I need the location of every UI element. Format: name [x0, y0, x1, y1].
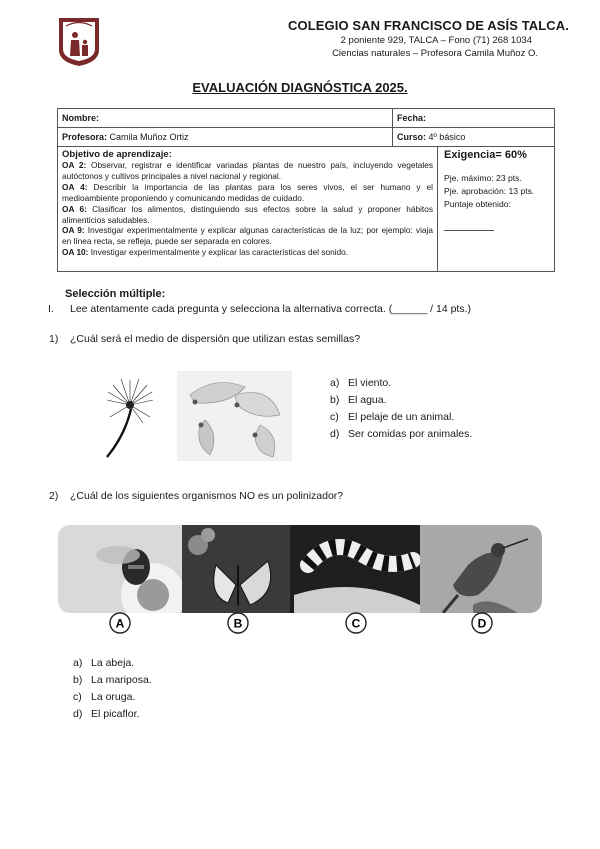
instruction-number: I.	[48, 303, 54, 315]
objective-item	[62, 247, 433, 258]
curso-cell	[393, 128, 555, 147]
pje-aprobacion: Pje. aprobación: 13 pts.	[444, 186, 535, 196]
hummingbird-image	[420, 525, 542, 613]
question-1-text: ¿Cuál será el medio de dispersión que utilizan estas semillas?	[70, 333, 361, 345]
school-name: COLEGIO SAN FRANCISCO DE ASÍS TALCA.	[288, 18, 569, 33]
pollinator-image-strip	[58, 525, 542, 635]
label-c[interactable]	[346, 613, 366, 633]
puntaje-obtenido-line[interactable]	[444, 230, 494, 231]
svg-text:C: C	[351, 616, 361, 631]
option-b[interactable]: b) El agua.	[330, 394, 387, 406]
objective-code: OA 4:	[62, 181, 88, 192]
option-c[interactable]: c) La oruga.	[73, 691, 136, 703]
objective-item	[62, 204, 433, 226]
student-info-table	[57, 108, 555, 147]
option-c[interactable]: c) El pelaje de un animal.	[330, 411, 455, 423]
objective-text: Investigar experimentalmente y explicar las características del sonido.	[90, 247, 349, 258]
label-d[interactable]	[472, 613, 492, 633]
svg-text:A: A	[115, 616, 125, 631]
nombre-cell[interactable]	[58, 109, 393, 128]
svg-text:B: B	[233, 616, 243, 631]
winged-seed-image	[177, 371, 292, 461]
objective-item	[62, 225, 433, 247]
curso-label: Curso:	[397, 132, 426, 142]
objective-text: Clasificar los alimentos, distinguiendo sus efectos sobre la salud y proponer hábitos alimenticios saludables.	[62, 203, 433, 225]
fecha-label: Fecha:	[397, 113, 427, 123]
curso-value: 4º básico	[428, 132, 466, 142]
question-1-options	[330, 375, 472, 443]
question-2-text: ¿Cuál de los siguientes organismos NO es un polinizador?	[70, 490, 344, 502]
objective-item	[62, 160, 433, 182]
option-b[interactable]: b) La mariposa.	[73, 674, 152, 686]
objectives-list	[58, 147, 438, 271]
butterfly-image	[182, 525, 290, 613]
question-1-number: 1)	[49, 333, 59, 345]
option-d[interactable]: d) Ser comidas por animales.	[330, 428, 473, 440]
objective-code: OA 2:	[62, 160, 87, 170]
objective-text: Describir la importancia de las plantas para los seres vivos, el ser humano y el medioambiente proponiendo y comunicando medidas de cuidado.	[62, 181, 434, 203]
objective-code: OA 10:	[62, 247, 89, 258]
profesora-label: Profesora:	[62, 132, 108, 142]
school-crest-icon	[57, 16, 101, 68]
objective-code: OA 9:	[62, 225, 85, 236]
instruction-text: Lee atentamente cada pregunta y selecciona la alternativa correcta. (______ / 14 pts.)	[70, 303, 471, 315]
option-d[interactable]: d) El picaflor.	[73, 708, 140, 720]
label-a[interactable]	[110, 613, 130, 633]
question-2-number: 2)	[49, 490, 59, 502]
profesora-cell	[58, 128, 393, 147]
objectives-heading: Objetivo de aprendizaje:	[62, 149, 172, 160]
puntaje-obtenido-label: Puntaje obtenido:	[444, 199, 511, 209]
question-2-options	[73, 655, 152, 723]
question-1-images	[95, 365, 295, 465]
document-title: EVALUACIÓN DIAGNÓSTICA 2025.	[192, 80, 408, 95]
option-a[interactable]: a) El viento.	[330, 377, 392, 389]
dandelion-seed-image	[107, 379, 153, 457]
fecha-cell[interactable]	[393, 109, 555, 128]
objective-item	[62, 182, 433, 204]
bee-image	[58, 525, 185, 627]
profesora-value: Camila Muñoz Ortiz	[109, 132, 189, 142]
label-b[interactable]	[228, 613, 248, 633]
objective-text: Observar, registrar e identificar variadas plantas de nuestro país, incluyendo vegetales autóctonos y cultivos principales a nivel nacional y regional.	[62, 160, 433, 181]
exigencia-label: Exigencia= 60%	[444, 149, 527, 161]
nombre-label: Nombre:	[62, 113, 100, 123]
option-a[interactable]: a) La abeja.	[73, 657, 135, 669]
school-subject-line: Ciencias naturales – Profesora Camila Muñoz O.	[332, 48, 538, 59]
svg-text:D: D	[477, 616, 487, 631]
pje-maximo: Pje. máximo: 23 pts.	[444, 173, 522, 183]
caterpillar-image	[290, 525, 420, 613]
objective-code: OA 6:	[62, 203, 87, 214]
school-address: 2 poniente 929, TALCA – Fono (71) 268 1034	[340, 35, 532, 46]
objectives-box	[57, 146, 555, 272]
section-title: Selección múltiple:	[65, 288, 166, 300]
objective-text: Investigar experimentalmente y explicar algunas características de la luz; por ejemplo: viaja en línea recta, se refleja, puede ser separada en colores.	[62, 225, 433, 247]
scoring-panel	[439, 147, 554, 271]
